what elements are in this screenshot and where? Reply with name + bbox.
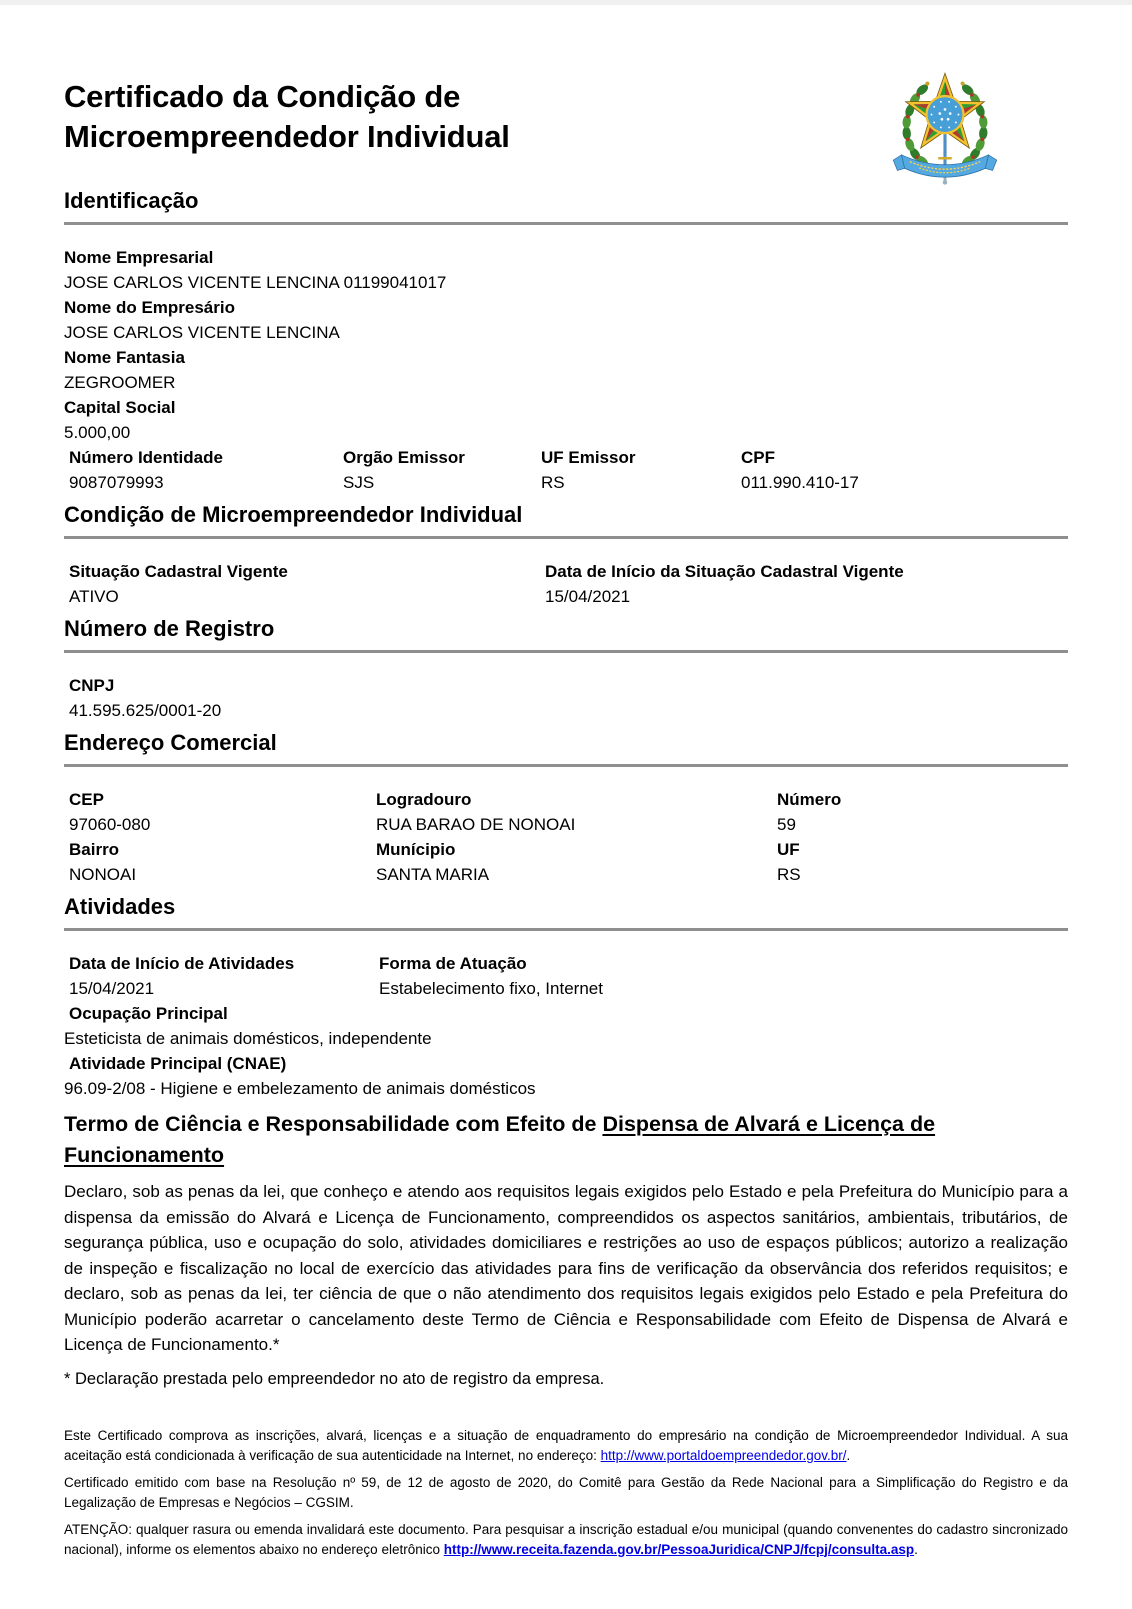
field-label: Data de Início da Situação Cadastral Vigente bbox=[545, 562, 904, 581]
receita-fazenda-link[interactable]: http://www.receita.fazenda.gov.br/PessoaJuridica/CNPJ/fcpj/consulta.asp bbox=[443, 1541, 915, 1557]
field-label: UF bbox=[777, 840, 800, 859]
field-value: RS bbox=[777, 865, 801, 884]
field-value: SANTA MARIA bbox=[376, 865, 490, 884]
field-value: 96.09-2/08 - Higiene e embelezamento de animais domésticos bbox=[64, 1079, 536, 1098]
field-label: Forma de Atuação bbox=[379, 954, 527, 973]
field-nome-empresarial bbox=[64, 245, 1068, 295]
field-value: 59 bbox=[777, 815, 796, 834]
section-heading-identificacao: Identificação bbox=[64, 187, 1068, 225]
field-value: Estabelecimento fixo, Internet bbox=[379, 979, 603, 998]
field-orgao-emissor bbox=[343, 445, 541, 495]
document-footer bbox=[64, 1426, 1068, 1560]
field-label: Nome Fantasia bbox=[64, 348, 185, 367]
document-title-line2: Microempreendedor Individual bbox=[64, 119, 510, 154]
section-registro bbox=[64, 615, 1068, 723]
section-heading-endereco: Endereço Comercial bbox=[64, 729, 1068, 767]
field-value: RUA BARAO DE NONOAI bbox=[376, 815, 576, 834]
page-top-strip bbox=[0, 0, 1132, 5]
field-label: Atividade Principal (CNAE) bbox=[69, 1054, 287, 1073]
field-forma-atuacao bbox=[379, 951, 1068, 1001]
field-value: ATIVO bbox=[69, 587, 119, 606]
section-atividades bbox=[64, 893, 1068, 1101]
field-label: Capital Social bbox=[64, 398, 176, 417]
endereco-table bbox=[64, 787, 1068, 887]
identity-row bbox=[64, 445, 1068, 495]
field-municipio bbox=[376, 837, 777, 887]
field-cnpj bbox=[69, 673, 1068, 723]
field-label: Orgão Emissor bbox=[343, 448, 465, 467]
atividades-row bbox=[64, 951, 1068, 1001]
field-label: Bairro bbox=[69, 840, 120, 859]
termo-heading bbox=[64, 1109, 1068, 1171]
footer-text: Este Certificado comprova as inscrições, alvará, licenças e a situação de enquadramento do empresário na condição de Microempreendedor Individual. A sua aceitação está condicionada à verificação de sua autenticidade na Internet, no endereço: bbox=[64, 1427, 1068, 1463]
section-heading-atividades: Atividades bbox=[64, 893, 1068, 931]
field-numero-identidade bbox=[69, 445, 343, 495]
field-cep bbox=[69, 787, 376, 837]
section-termo bbox=[64, 1109, 1068, 1392]
footer-text: ATENÇÃO: qualquer rasura ou emenda invalidará este documento. Para pesquisar a inscrição estadual e/ou municipal (quando convenentes do cadastro sincronizado nacional), informe os elementos abaixo no endereço eletrônico bbox=[64, 1521, 1068, 1557]
footer-paragraph-atencao bbox=[64, 1520, 1068, 1560]
field-value: NONOAI bbox=[69, 865, 137, 884]
field-value: 5.000,00 bbox=[64, 423, 131, 442]
field-ocupacao-principal bbox=[64, 1001, 1068, 1051]
section-heading-condicao: Condição de Microempreendedor Individual bbox=[64, 501, 1068, 539]
field-numero bbox=[777, 787, 1068, 837]
field-value: RS bbox=[541, 473, 565, 492]
field-situacao-cadastral bbox=[69, 559, 545, 609]
field-value: 9087079993 bbox=[69, 473, 164, 492]
field-label: Número bbox=[777, 790, 842, 809]
brazil-coat-of-arms-icon bbox=[888, 67, 1002, 187]
field-value: SJS bbox=[343, 473, 375, 492]
termo-body-paragraph: Declaro, sob as penas da lei, que conheço e atendo aos requisitos legais exigidos pelo Estado e pela Prefeitura do Município para a dispensa da emissão do Alvará e Licença de Funcionamento, compreendidos os aspectos sanitários, ambientais, tributários, de segurança pública, uso e ocupação do solo, atividades domiciliares e restrições ao uso de espaços públicos; autorizo a realização de inspeção e fiscalização no local de exercício das atividades para fins de verificação da observância dos referidos requisitos; e declaro, sob as penas da lei, ter ciência de que o não atendimento dos requisitos legais exigidos pelo Estado e pela Prefeitura do Município poderão acarretar o cancelamento deste Termo de Ciência e Responsabilidade com Efeito de Dispensa de Alvará e Licença de Funcionamento.* bbox=[64, 1182, 1068, 1354]
field-label: Nome do Empresário bbox=[64, 298, 235, 317]
section-endereco bbox=[64, 729, 1068, 887]
field-nome-fantasia bbox=[64, 345, 1068, 395]
field-label: CPF bbox=[741, 448, 775, 467]
footer-paragraph-resolucao: Certificado emitido com base na Resolução nº 59, de 12 de agosto de 2020, do Comitê para Gestão da Rede Nacional para a Simplificação do Registro e da Legalização de Empresas e Negócios – CGSIM. bbox=[64, 1474, 1068, 1510]
field-label: Ocupação Principal bbox=[69, 1004, 228, 1023]
field-bairro bbox=[69, 837, 376, 887]
footer-text: . bbox=[914, 1541, 918, 1557]
document-title-line1: Certificado da Condição de bbox=[64, 79, 461, 114]
field-uf bbox=[777, 837, 1068, 887]
field-atividade-principal-cnae bbox=[64, 1051, 1068, 1101]
field-label: Nome Empresarial bbox=[64, 248, 214, 267]
field-capital-social bbox=[64, 395, 1068, 445]
field-label: Número Identidade bbox=[69, 448, 223, 467]
footer-paragraph-validity bbox=[64, 1426, 1068, 1466]
section-identificacao bbox=[64, 187, 1068, 495]
footer-text: . bbox=[846, 1447, 851, 1463]
field-nome-empresario bbox=[64, 295, 1068, 345]
field-data-inicio-atividades bbox=[69, 951, 379, 1001]
field-value: JOSE CARLOS VICENTE LENCINA bbox=[64, 323, 340, 342]
field-cpf bbox=[741, 445, 1068, 495]
field-value: 15/04/2021 bbox=[545, 587, 631, 606]
section-heading-registro: Número de Registro bbox=[64, 615, 1068, 653]
field-label: Data de Início de Atividades bbox=[69, 954, 295, 973]
field-value: ZEGROOMER bbox=[64, 373, 176, 392]
field-value: JOSE CARLOS VICENTE LENCINA 01199041017 bbox=[64, 273, 447, 292]
field-label: Munícipio bbox=[376, 840, 456, 859]
field-label: UF Emissor bbox=[541, 448, 636, 467]
document-header bbox=[64, 77, 1068, 157]
field-value: 15/04/2021 bbox=[69, 979, 155, 998]
field-label: CEP bbox=[69, 790, 104, 809]
condicao-row bbox=[64, 559, 1068, 609]
field-value: 41.595.625/0001-20 bbox=[69, 701, 222, 720]
field-uf-emissor bbox=[541, 445, 741, 495]
certificate-document bbox=[0, 77, 1132, 1560]
field-value: 011.990.410-17 bbox=[741, 473, 859, 492]
field-value: Esteticista de animais domésticos, independente bbox=[64, 1029, 432, 1048]
termo-heading-plain: Termo de Ciência e Responsabilidade com Efeito de bbox=[64, 1112, 603, 1136]
termo-heading-underlined: Dispensa de Alvará e Licença de Funcionamento bbox=[64, 1112, 936, 1167]
field-logradouro bbox=[376, 787, 777, 837]
portal-empreendedor-link[interactable]: http://www.portaldoempreendedor.gov.br/ bbox=[600, 1447, 847, 1463]
section-condicao bbox=[64, 501, 1068, 609]
field-label: Logradouro bbox=[376, 790, 472, 809]
field-label: CNPJ bbox=[69, 676, 115, 695]
field-value: 97060-080 bbox=[69, 815, 151, 834]
field-label: Situação Cadastral Vigente bbox=[69, 562, 288, 581]
field-data-inicio-situacao bbox=[545, 559, 1068, 609]
termo-footnote: * Declaração prestada pelo empreendedor no ato de registro da empresa. bbox=[64, 1369, 605, 1388]
